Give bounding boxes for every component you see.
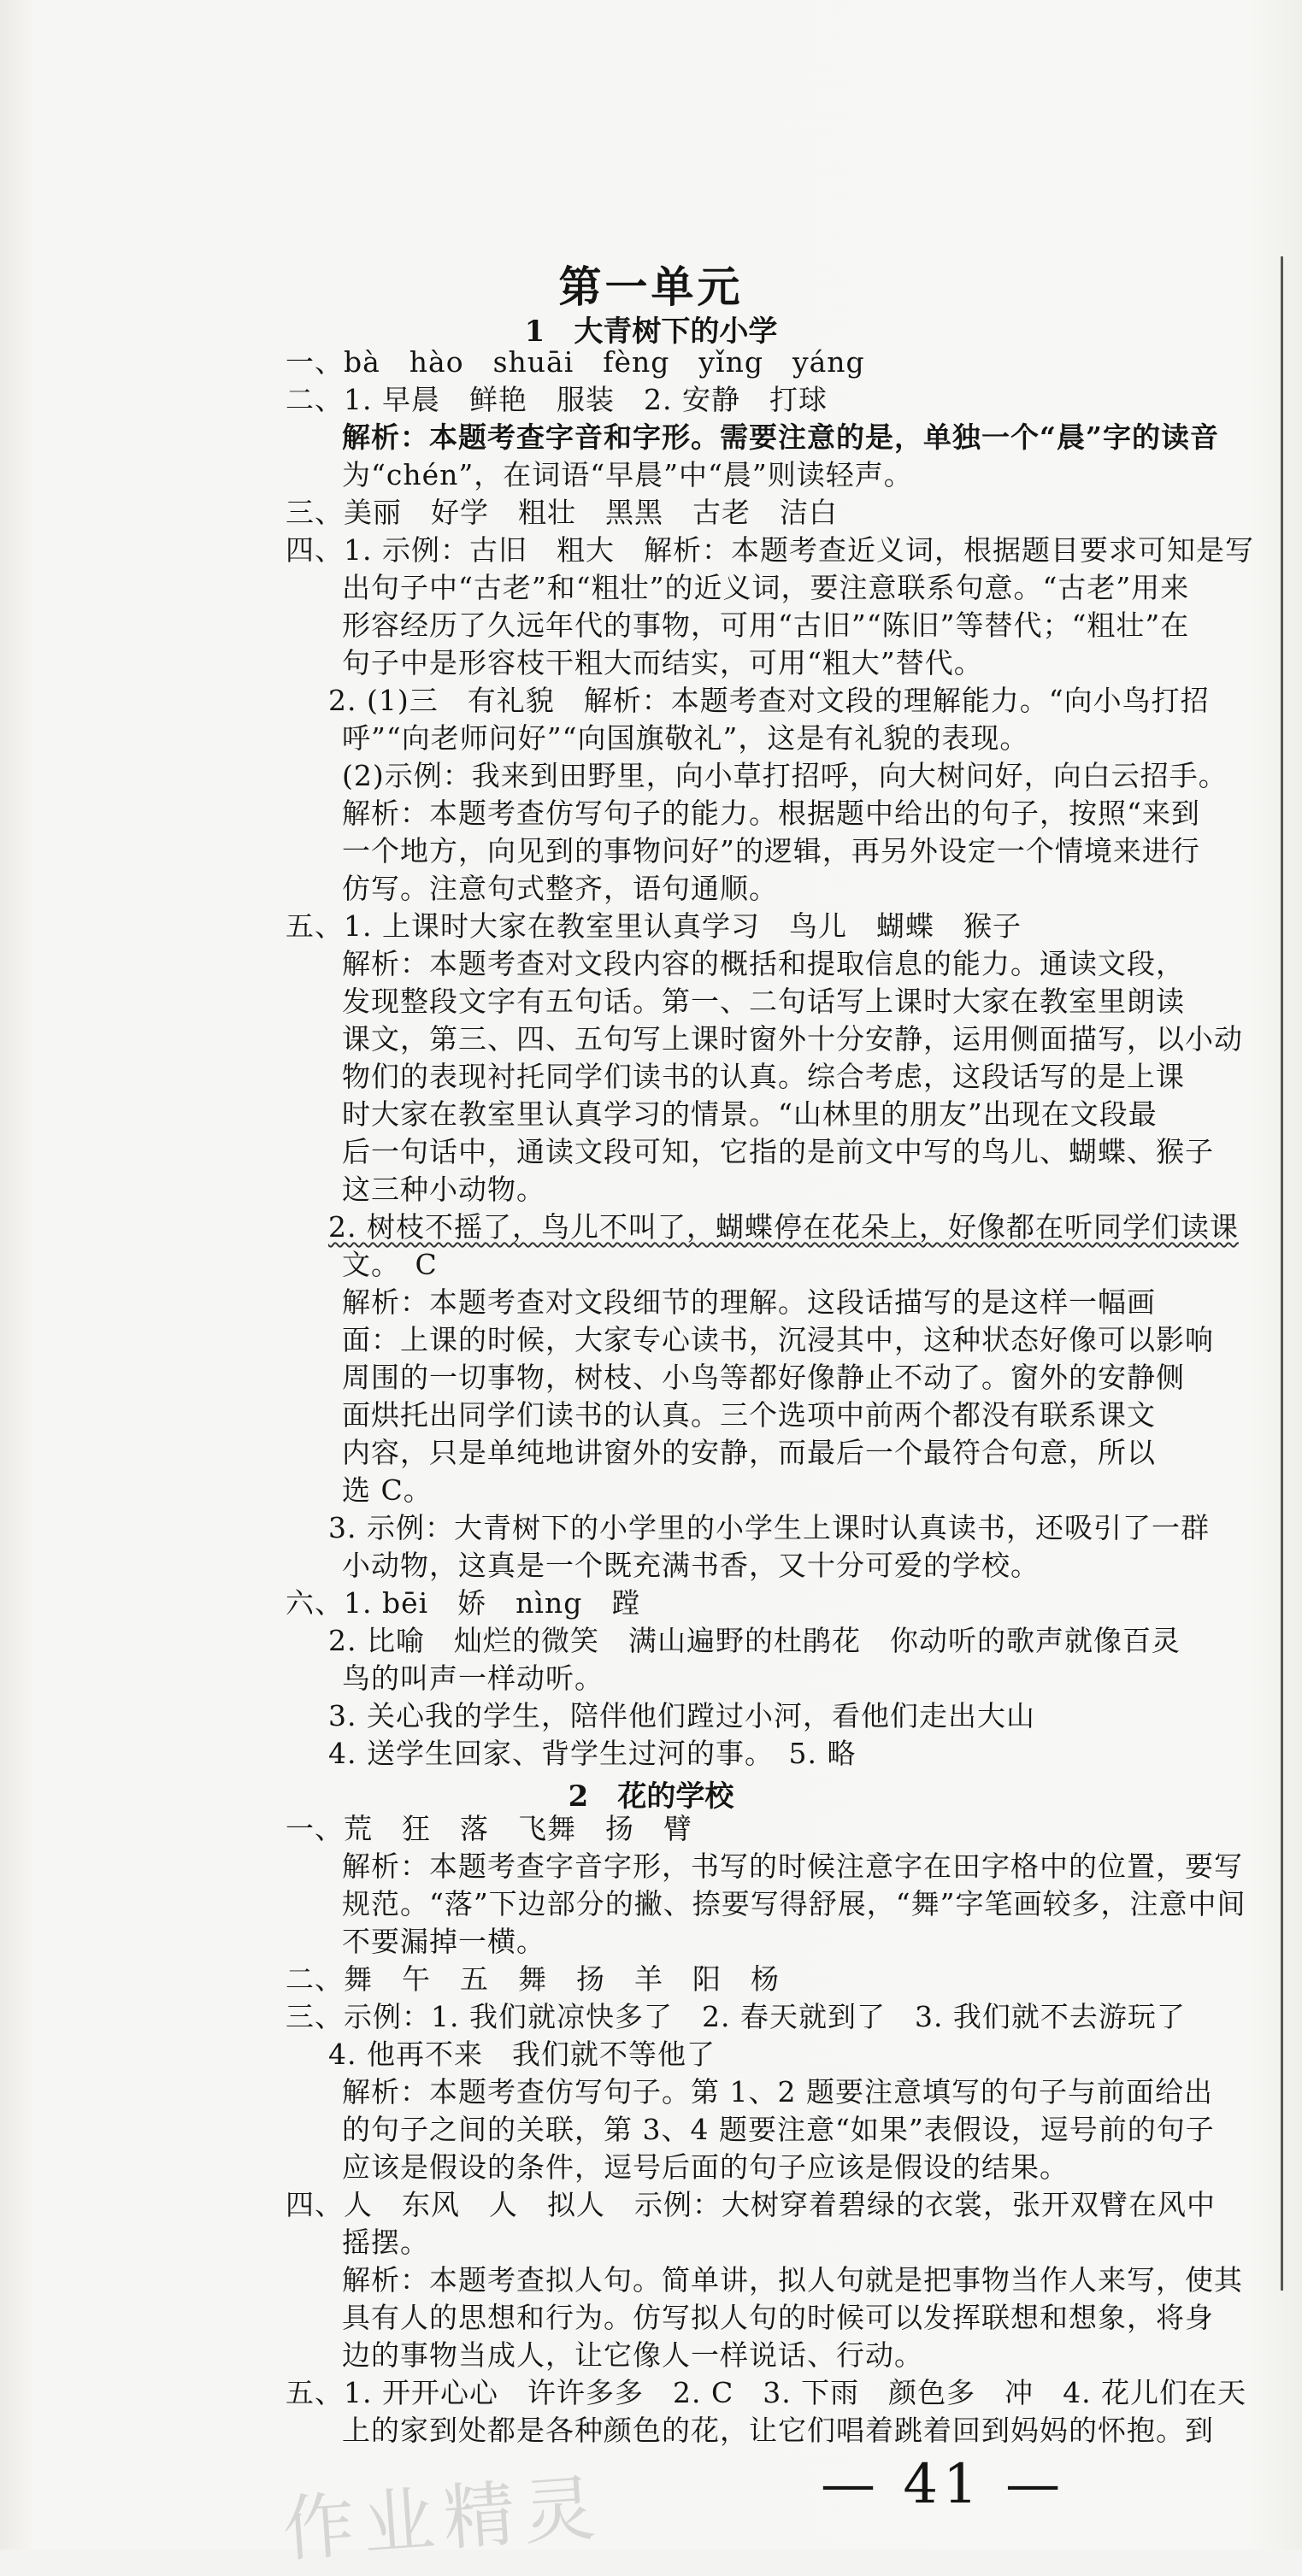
page-number: — 41 — [821,2453,1066,2516]
answer-line: 一、荒 狂 落 飞舞 扬 臂 [286,1812,692,1845]
analysis-line: 后一句话中，通读文段可知，它指的是前文中写的鸟儿、蝴蝶、猴子 [342,1135,1214,1168]
analysis-line: 不要漏掉一横。 [342,1925,545,1958]
analysis-line: 出句子中“古老”和“粗壮”的近义词，要注意联系句意。“古老”用来 [342,571,1190,604]
lesson-title: 2 花的学校 [568,1779,734,1814]
answer-line-underlined: 2. 树枝不摇了，鸟儿不叫了，蝴蝶停在花朵上，好像都在听同学们读课 [328,1210,1239,1244]
analysis-line: 解析：本题考查字音字形，书写的时候注意字在田字格中的位置，要写 [342,1850,1243,1883]
answer-line: 3. 关心我的学生，陪伴他们蹚过小河，看他们走出大山 [328,1699,1035,1732]
answer-line: 二、舞 午 五 舞 扬 羊 阳 杨 [286,1962,780,1996]
answer-line: 二、1. 早晨 鲜艳 服装 2. 安静 打球 [286,383,828,416]
analysis-line: 选 C。 [342,1473,433,1507]
lesson-title: 1 大青树下的小学 [524,315,778,349]
analysis-line: 仿写。注意句式整齐，语句通顺。 [342,872,778,905]
analysis-line: 物们的表现衬托同学们读书的认真。综合考虑，这段话写的是上课 [342,1060,1185,1093]
analysis-line: 解析：本题考查对文段内容的概括和提取信息的能力。通读文段， [342,947,1185,980]
answer-line: 五、1. 开开心心 许许多多 2. C 3. 下雨 颜色多 冲 4. 花儿们在天 [286,2376,1247,2409]
answer-line: 4. 他再不来 我们就不等他了 [328,2038,716,2071]
analysis-line: 规范。“落”下边部分的撇、捺要写得舒展，“舞”字笔画较多，注意中间 [342,1887,1246,1920]
answer-line: 四、人 东风 人 拟人 示例：大树穿着碧绿的衣裳，张开双臂在风中 [286,2188,1216,2221]
answer-line: 一、bà hào shuāi fèng yǐng yáng [286,345,865,379]
analysis-line: 的句子之间的关联，第 3、4 题要注意“如果”表假设，逗号前的句子 [342,2113,1215,2146]
answer-line: 文。 C [342,1248,438,1281]
watermark: 作业精灵 [280,2465,607,2572]
analysis-line: 解析：本题考查仿写句子。第 1、2 题要注意填写的句子与前面给出 [342,2075,1213,2108]
analysis-line: 解析：本题考查仿写句子的能力。根据题中给出的句子，按照“来到 [342,797,1200,830]
analysis-line: 面：上课的时候，大家专心读书，沉浸其中，这种状态好像可以影响 [342,1323,1214,1356]
analysis-line: 呼”“向老师问好”“向国旗敬礼”，这是有礼貌的表现。 [342,721,1029,755]
answer-line: 小动物，这真是一个既充满书香，又十分可爱的学校。 [342,1549,1040,1582]
analysis-line: 具有人的思想和行为。仿写拟人句的时候可以发挥联想和想象，将身 [342,2301,1214,2334]
analysis-line: 这三种小动物。 [342,1173,545,1206]
analysis-line: 应该是假设的条件，逗号后面的句子应该是假设的结果。 [342,2150,1069,2184]
analysis-line: 解析：本题考查字音和字形。需要注意的是，单独一个“晨”字的读音 [342,421,1219,454]
answer-line: 上的家到处都是各种颜色的花，让它们唱着跳着回到妈妈的怀抱。到 [342,2414,1214,2447]
analysis-line: 一个地方，向见到的事物问好”的逻辑，再另外设定一个情境来进行 [342,834,1200,867]
answer-line: 2. (1)三 有礼貌 解析：本题考查对文段的理解能力。“向小鸟打招 [328,684,1210,717]
analysis-line: 边的事物当成人，让它像人一样说话、行动。 [342,2338,923,2372]
analysis-line: 课文，第三、四、五句写上课时窗外十分安静，运用侧面描写，以小动 [342,1022,1243,1056]
answer-line: 3. 示例：大青树下的小学里的小学生上课时认真读书，还吸引了一群 [328,1511,1210,1544]
answer-line: 四、1. 示例：古旧 粗大 解析：本题考查近义词，根据题目要求可知是写 [286,533,1254,567]
answer-line: 摇摆。 [342,2226,429,2259]
answer-line: 4. 送学生回家、背学生过河的事。 5. 略 [328,1737,857,1770]
answer-line: (2)示例：我来到田野里，向小草打招呼，向大树问好，向白云招手。 [342,759,1228,792]
analysis-line: 句子中是形容枝干粗大而结实，可用“粗大”替代。 [342,646,983,679]
analysis-line: 内容，只是单纯地讲窗外的安静，而最后一个最符合句意，所以 [342,1436,1156,1469]
analysis-line: 面烘托出同学们读书的认真。三个选项中前两个都没有联系课文 [342,1398,1156,1432]
unit-title: 第一单元 [558,262,744,312]
analysis-line: 为“chén”，在词语“早晨”中“晨”则读轻声。 [342,458,913,491]
analysis-line: 解析：本题考查对文段细节的理解。这段话描写的是这样一幅画 [342,1285,1156,1319]
page-border-rule [1281,256,1283,2291]
answer-line: 三、示例：1. 我们就凉快多了 2. 春天就到了 3. 我们就不去游玩了 [286,2000,1186,2033]
analysis-line: 时大家在教室里认真学习的情景。“山林里的朋友”出现在文段最 [342,1097,1158,1131]
analysis-line: 发现整段文字有五句话。第一、二句话写上课时大家在教室里朗读 [342,985,1185,1018]
answer-line: 六、1. bēi 娇 nìng 蹚 [286,1586,641,1620]
analysis-line: 形容经历了久远年代的事物，可用“古旧”“陈旧”等替代；“粗壮”在 [342,609,1190,642]
answer-line: 三、美丽 好学 粗壮 黑黑 古老 洁白 [286,496,838,529]
analysis-line: 解析：本题考查拟人句。简单讲，拟人句就是把事物当作人来写，使其 [342,2263,1243,2297]
answer-line: 五、1. 上课时大家在教室里认真学习 鸟儿 蝴蝶 猴子 [286,909,1022,943]
answer-line: 鸟的叫声一样动听。 [342,1661,604,1695]
analysis-line: 周围的一切事物，树枝、小鸟等都好像静止不动了。窗外的安静侧 [342,1361,1185,1394]
answer-line: 2. 比喻 灿烂的微笑 满山遍野的杜鹃花 你动听的歌声就像百灵 [328,1624,1181,1657]
